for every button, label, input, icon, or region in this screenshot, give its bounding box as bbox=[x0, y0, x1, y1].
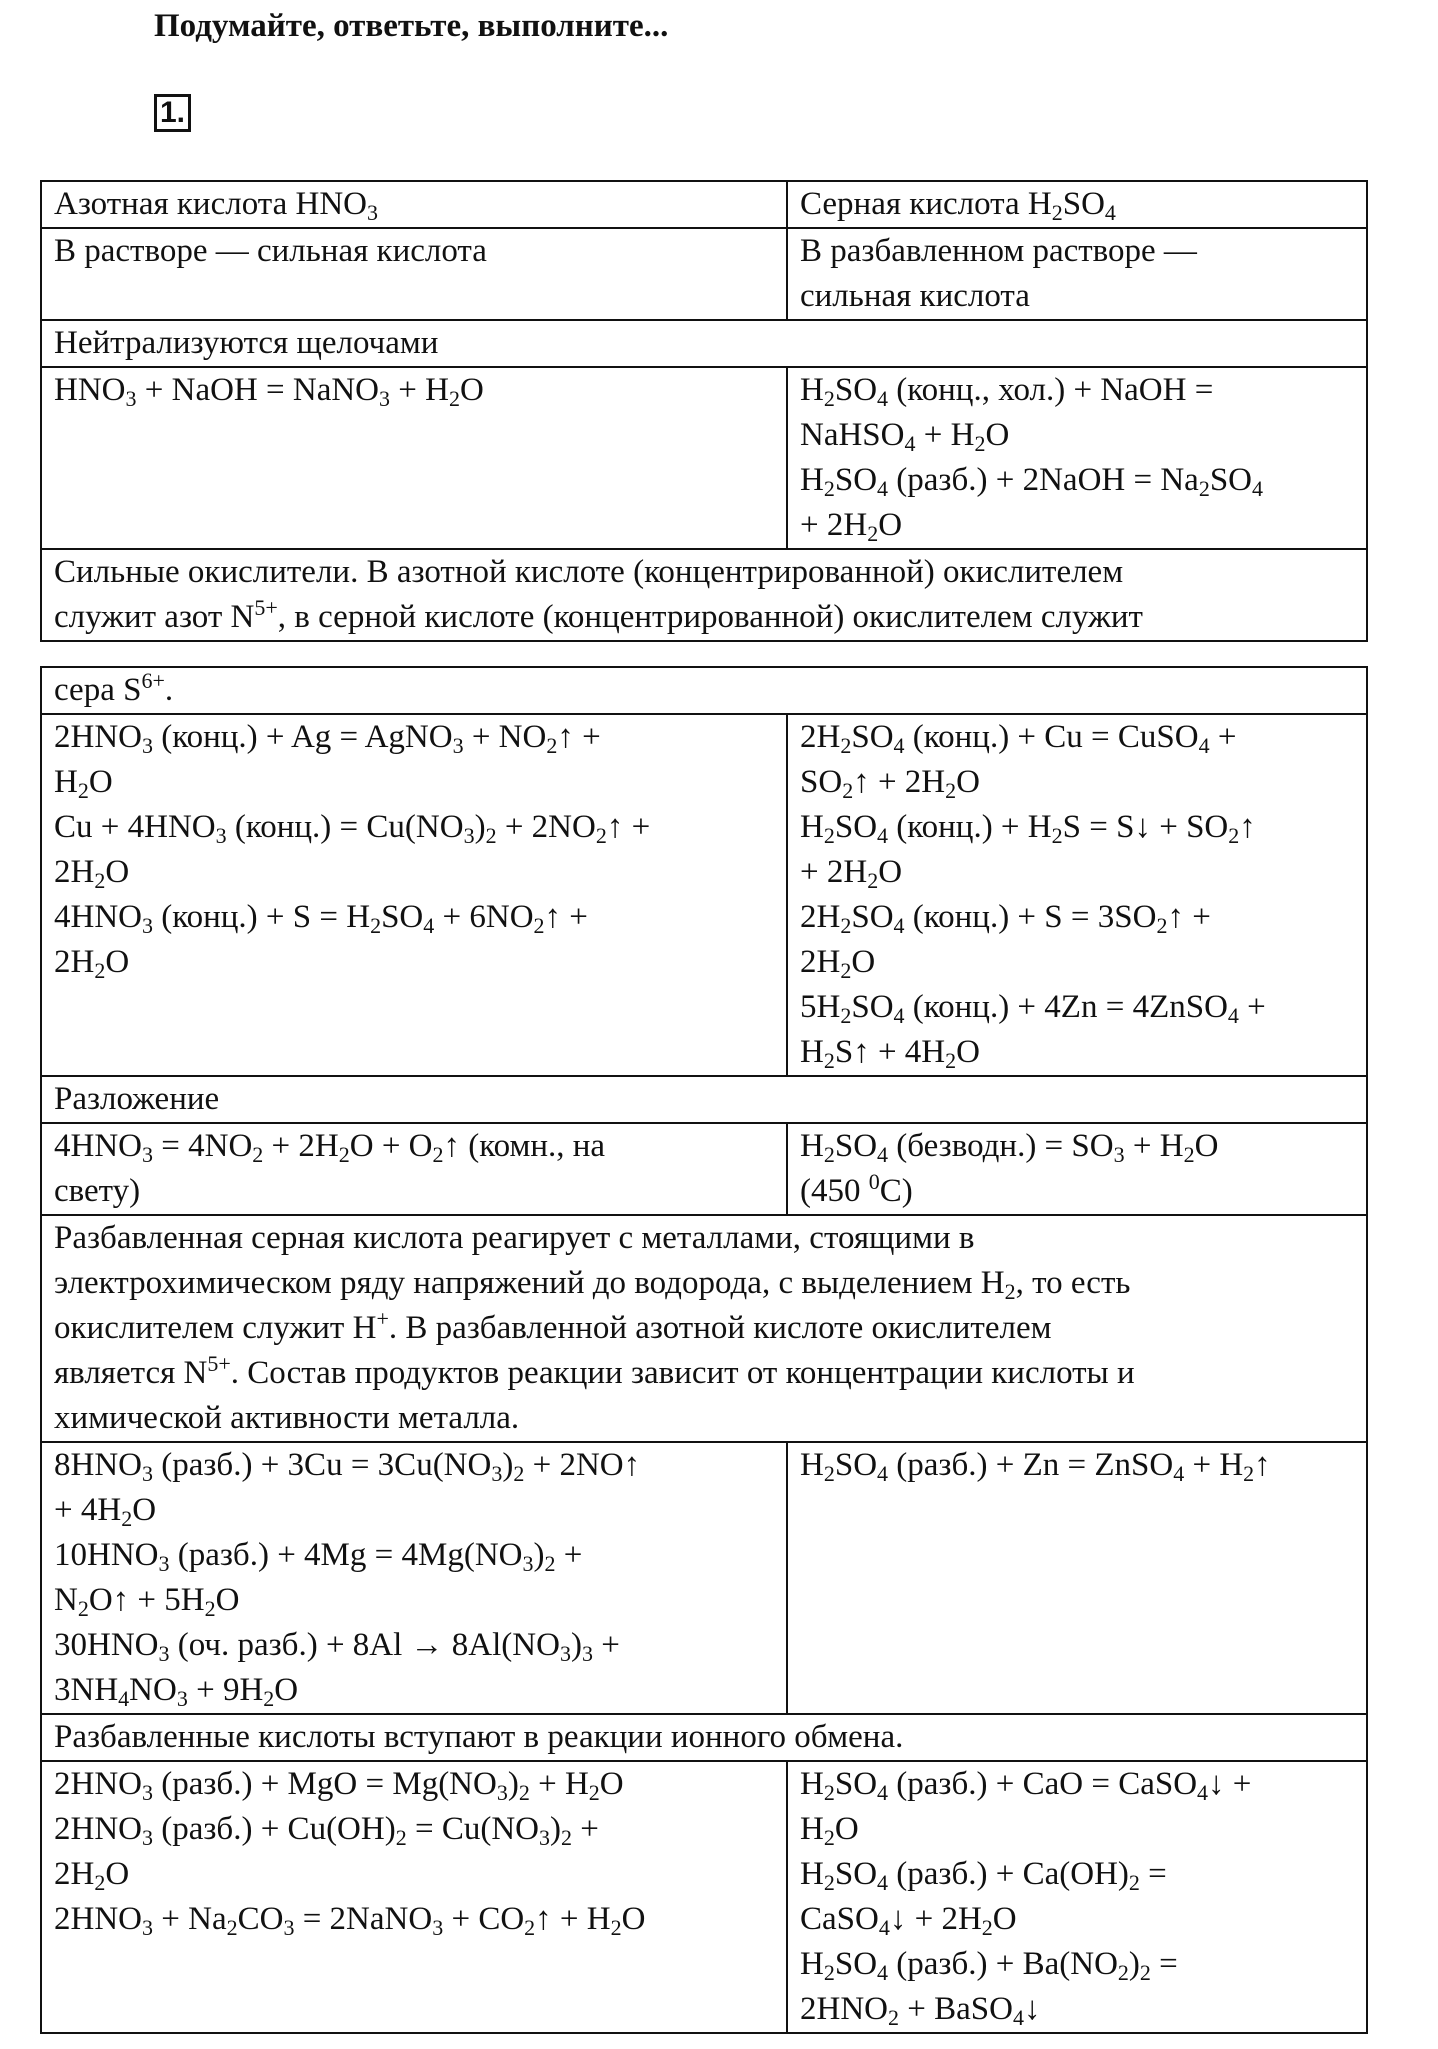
nitric-acid-cell bbox=[41, 714, 787, 1076]
task-number-box: 1. bbox=[154, 94, 191, 132]
nitric-acid-cell bbox=[41, 1761, 787, 2033]
cell-line: служит азот $N^{5+}$, в серной кислоте (концентрированной) окислителем служит bbox=[54, 595, 1143, 635]
cell-line: $H_2SO_4$ (разб.) + Zn = ZnSO$_4$ + $H_2↑$ bbox=[800, 1447, 1271, 1486]
cell-line: $HNO_3$ + NaOH = NaNO$_3$ + $H_2O$ bbox=[54, 372, 484, 411]
cell-line: CaSO$_4$↓ + $2H_2O$ bbox=[800, 1901, 1017, 1940]
nitric-acid-cell bbox=[41, 181, 787, 228]
table-row bbox=[41, 1123, 1367, 1215]
cell-line: химической активности металла. bbox=[54, 1400, 520, 1436]
table-row bbox=[41, 1442, 1367, 1714]
cell-line: Сильные окислители. В азотной кислоте (концентрированной) окислителем bbox=[54, 554, 1124, 590]
cell-line: $2HNO_3$ (разб.) + $Cu(OH)_2 = Cu(NO_3)_2$ + bbox=[54, 1811, 599, 1850]
cell-line: $H_2SO_4$ (разб.) + $Ca(OH)_2$ = bbox=[800, 1856, 1167, 1895]
cell-line: $4HNO_3 = 4NO_2 + 2H_2O$ + $O_2↑$ (комн., на bbox=[54, 1128, 606, 1167]
cell-line: $2HNO_3 + Na_2CO_3$ = 2NaNO$_3$ + $CO_2↑ + H_2O$ bbox=[54, 1901, 646, 1940]
spanning-cell bbox=[41, 1215, 1367, 1442]
sulfuric-acid-cell bbox=[787, 1761, 1367, 2033]
cell-line: $H_2O$ bbox=[800, 1811, 859, 1850]
cell-line: $5H_2SO_4$ (конц.) + 4Zn = 4ZnSO$_4$ + bbox=[800, 989, 1266, 1028]
table-row bbox=[41, 367, 1367, 549]
cell-line: $30HNO_3$ (оч. разб.) + $8Al \to 8Al(NO_3)_3$ + bbox=[54, 1627, 620, 1666]
cell-line: $N_2O↑ + 5H_2O$ bbox=[54, 1582, 240, 1621]
cell-line: $2H_2O$ bbox=[54, 1856, 130, 1895]
cell-line: $H_2S↑ + 4H_2O$ bbox=[800, 1034, 980, 1073]
cell-line: (450 $^0$C) bbox=[800, 1169, 913, 1209]
cell-line: сильная кислота bbox=[800, 278, 1030, 314]
table-row bbox=[41, 181, 1367, 228]
cell-line: $H_2O$ bbox=[54, 764, 113, 803]
cell-line: $10HNO_3$ (разб.) + $4Mg = 4Mg(NO_3)_2$ + bbox=[54, 1537, 583, 1576]
spanning-cell bbox=[41, 667, 1367, 714]
nitric-acid-cell bbox=[41, 1123, 787, 1215]
cell-line: электрохимическом ряду напряжений до водорода, с выделением $H_2$, то есть bbox=[54, 1265, 1131, 1304]
table-row bbox=[41, 228, 1367, 320]
acid-comparison-table-part-1 bbox=[40, 180, 1368, 642]
cell-line: $H_2SO_4$ (конц.) + $H_2S$ = S↓ + $SO_2↑$ bbox=[800, 809, 1256, 848]
cell-line: $8HNO_3$ (разб.) + $3Cu = 3Cu(NO_3)_2$ + 2NO↑ bbox=[54, 1447, 641, 1486]
cell-line: $H_2SO_4$ (разб.) + $Ba(NO_2)_2$ = bbox=[800, 1946, 1178, 1985]
cell-line: $2H_2SO_4$ (конц.) + $S = 3SO_2↑$ + bbox=[800, 899, 1211, 938]
cell-line: сера $S^{6+}$. bbox=[54, 668, 174, 708]
cell-line: $2HNO_2$ + BaSO$_4$↓ bbox=[800, 1991, 1041, 2030]
table-row bbox=[41, 549, 1367, 641]
sulfuric-acid-cell bbox=[787, 1442, 1367, 1714]
cell-line: Серная кислота $H_2SO_4$ bbox=[800, 186, 1116, 225]
cell-line: Разложение bbox=[54, 1081, 220, 1117]
cell-line: $2HNO_3$ (разб.) + MgO = $Mg(NO_3)_2 + H_2O$ bbox=[54, 1766, 624, 1805]
cell-line: $3NH_4NO_3 + 9H_2O$ bbox=[54, 1672, 299, 1711]
cell-line: $2H_2O$ bbox=[54, 944, 130, 983]
table-row bbox=[41, 1076, 1367, 1123]
nitric-acid-cell bbox=[41, 367, 787, 549]
cell-line: свету) bbox=[54, 1173, 141, 1209]
sulfuric-acid-cell bbox=[787, 714, 1367, 1076]
cell-line: Нейтрализуются щелочами bbox=[54, 325, 439, 361]
nitric-acid-cell bbox=[41, 1442, 787, 1714]
cell-line: NaHSO$_4$ + $H_2O$ bbox=[800, 417, 1010, 456]
cell-line: В растворе — сильная кислота bbox=[54, 233, 487, 269]
cell-line: $H_2SO_4$ (разб.) + 2NaOH = $Na_2SO_4$ bbox=[800, 462, 1264, 501]
cell-line: + $4H_2O$ bbox=[54, 1492, 157, 1531]
sulfuric-acid-cell bbox=[787, 228, 1367, 320]
acid-comparison-table-part-2 bbox=[40, 666, 1368, 2034]
spanning-cell bbox=[41, 1076, 1367, 1123]
cell-line: $2H_2O$ bbox=[54, 854, 130, 893]
nitric-acid-cell bbox=[41, 228, 787, 320]
cell-line: $H_2SO_4$ (безводн.) = $SO_3 + H_2O$ bbox=[800, 1128, 1219, 1167]
sulfuric-acid-cell bbox=[787, 181, 1367, 228]
cell-line: Разбавленные кислоты вступают в реакции ионного обмена. bbox=[54, 1719, 904, 1755]
table-row bbox=[41, 1215, 1367, 1442]
spanning-cell bbox=[41, 1714, 1367, 1761]
cell-line: $Cu + 4HNO_3$ (конц.) = $Cu(NO_3)_2$ + $2NO_2↑$ + bbox=[54, 809, 651, 848]
page-heading: Подумайте, ответьте, выполните... bbox=[154, 8, 669, 44]
cell-line: $2HNO_3$ (конц.) + Ag = AgNO$_3$ + $NO_2↑$ + bbox=[54, 719, 601, 758]
table-row bbox=[41, 320, 1367, 367]
sulfuric-acid-cell bbox=[787, 1123, 1367, 1215]
table-row bbox=[41, 1714, 1367, 1761]
cell-line: $SO_2↑ + 2H_2O$ bbox=[800, 764, 980, 803]
sulfuric-acid-cell bbox=[787, 367, 1367, 549]
cell-line: $4HNO_3$ (конц.) + $S = H_2SO_4$ + $6NO_2↑$ + bbox=[54, 899, 588, 938]
cell-line: $H_2SO_4$ (конц., хол.) + NaOH = bbox=[800, 372, 1214, 411]
cell-line: + $2H_2O$ bbox=[800, 507, 903, 546]
cell-line: является $N^{5+}$. Состав продуктов реакции зависит от концентрации кислоты и bbox=[54, 1351, 1135, 1391]
table-row bbox=[41, 714, 1367, 1076]
cell-line: В разбавленном растворе — bbox=[800, 233, 1197, 269]
spanning-cell bbox=[41, 549, 1367, 641]
table1-body bbox=[41, 181, 1367, 641]
cell-line: $2H_2O$ bbox=[800, 944, 876, 983]
cell-line: $H_2SO_4$ (разб.) + CaO = CaSO$_4$↓ + bbox=[800, 1766, 1252, 1805]
table-row bbox=[41, 667, 1367, 714]
spanning-cell bbox=[41, 320, 1367, 367]
cell-line: + $2H_2O$ bbox=[800, 854, 903, 893]
cell-line: $2H_2SO_4$ (конц.) + Cu = CuSO$_4$ + bbox=[800, 719, 1237, 758]
cell-line: окислителем служит H+. В разбавленной азотной кислоте окислителем bbox=[54, 1306, 1052, 1346]
table2-body bbox=[41, 667, 1367, 2033]
cell-line: Разбавленная серная кислота реагирует с металлами, стоящими в bbox=[54, 1220, 975, 1256]
cell-line: Азотная кислота $HNO_3$ bbox=[54, 186, 378, 225]
table-row bbox=[41, 1761, 1367, 2033]
